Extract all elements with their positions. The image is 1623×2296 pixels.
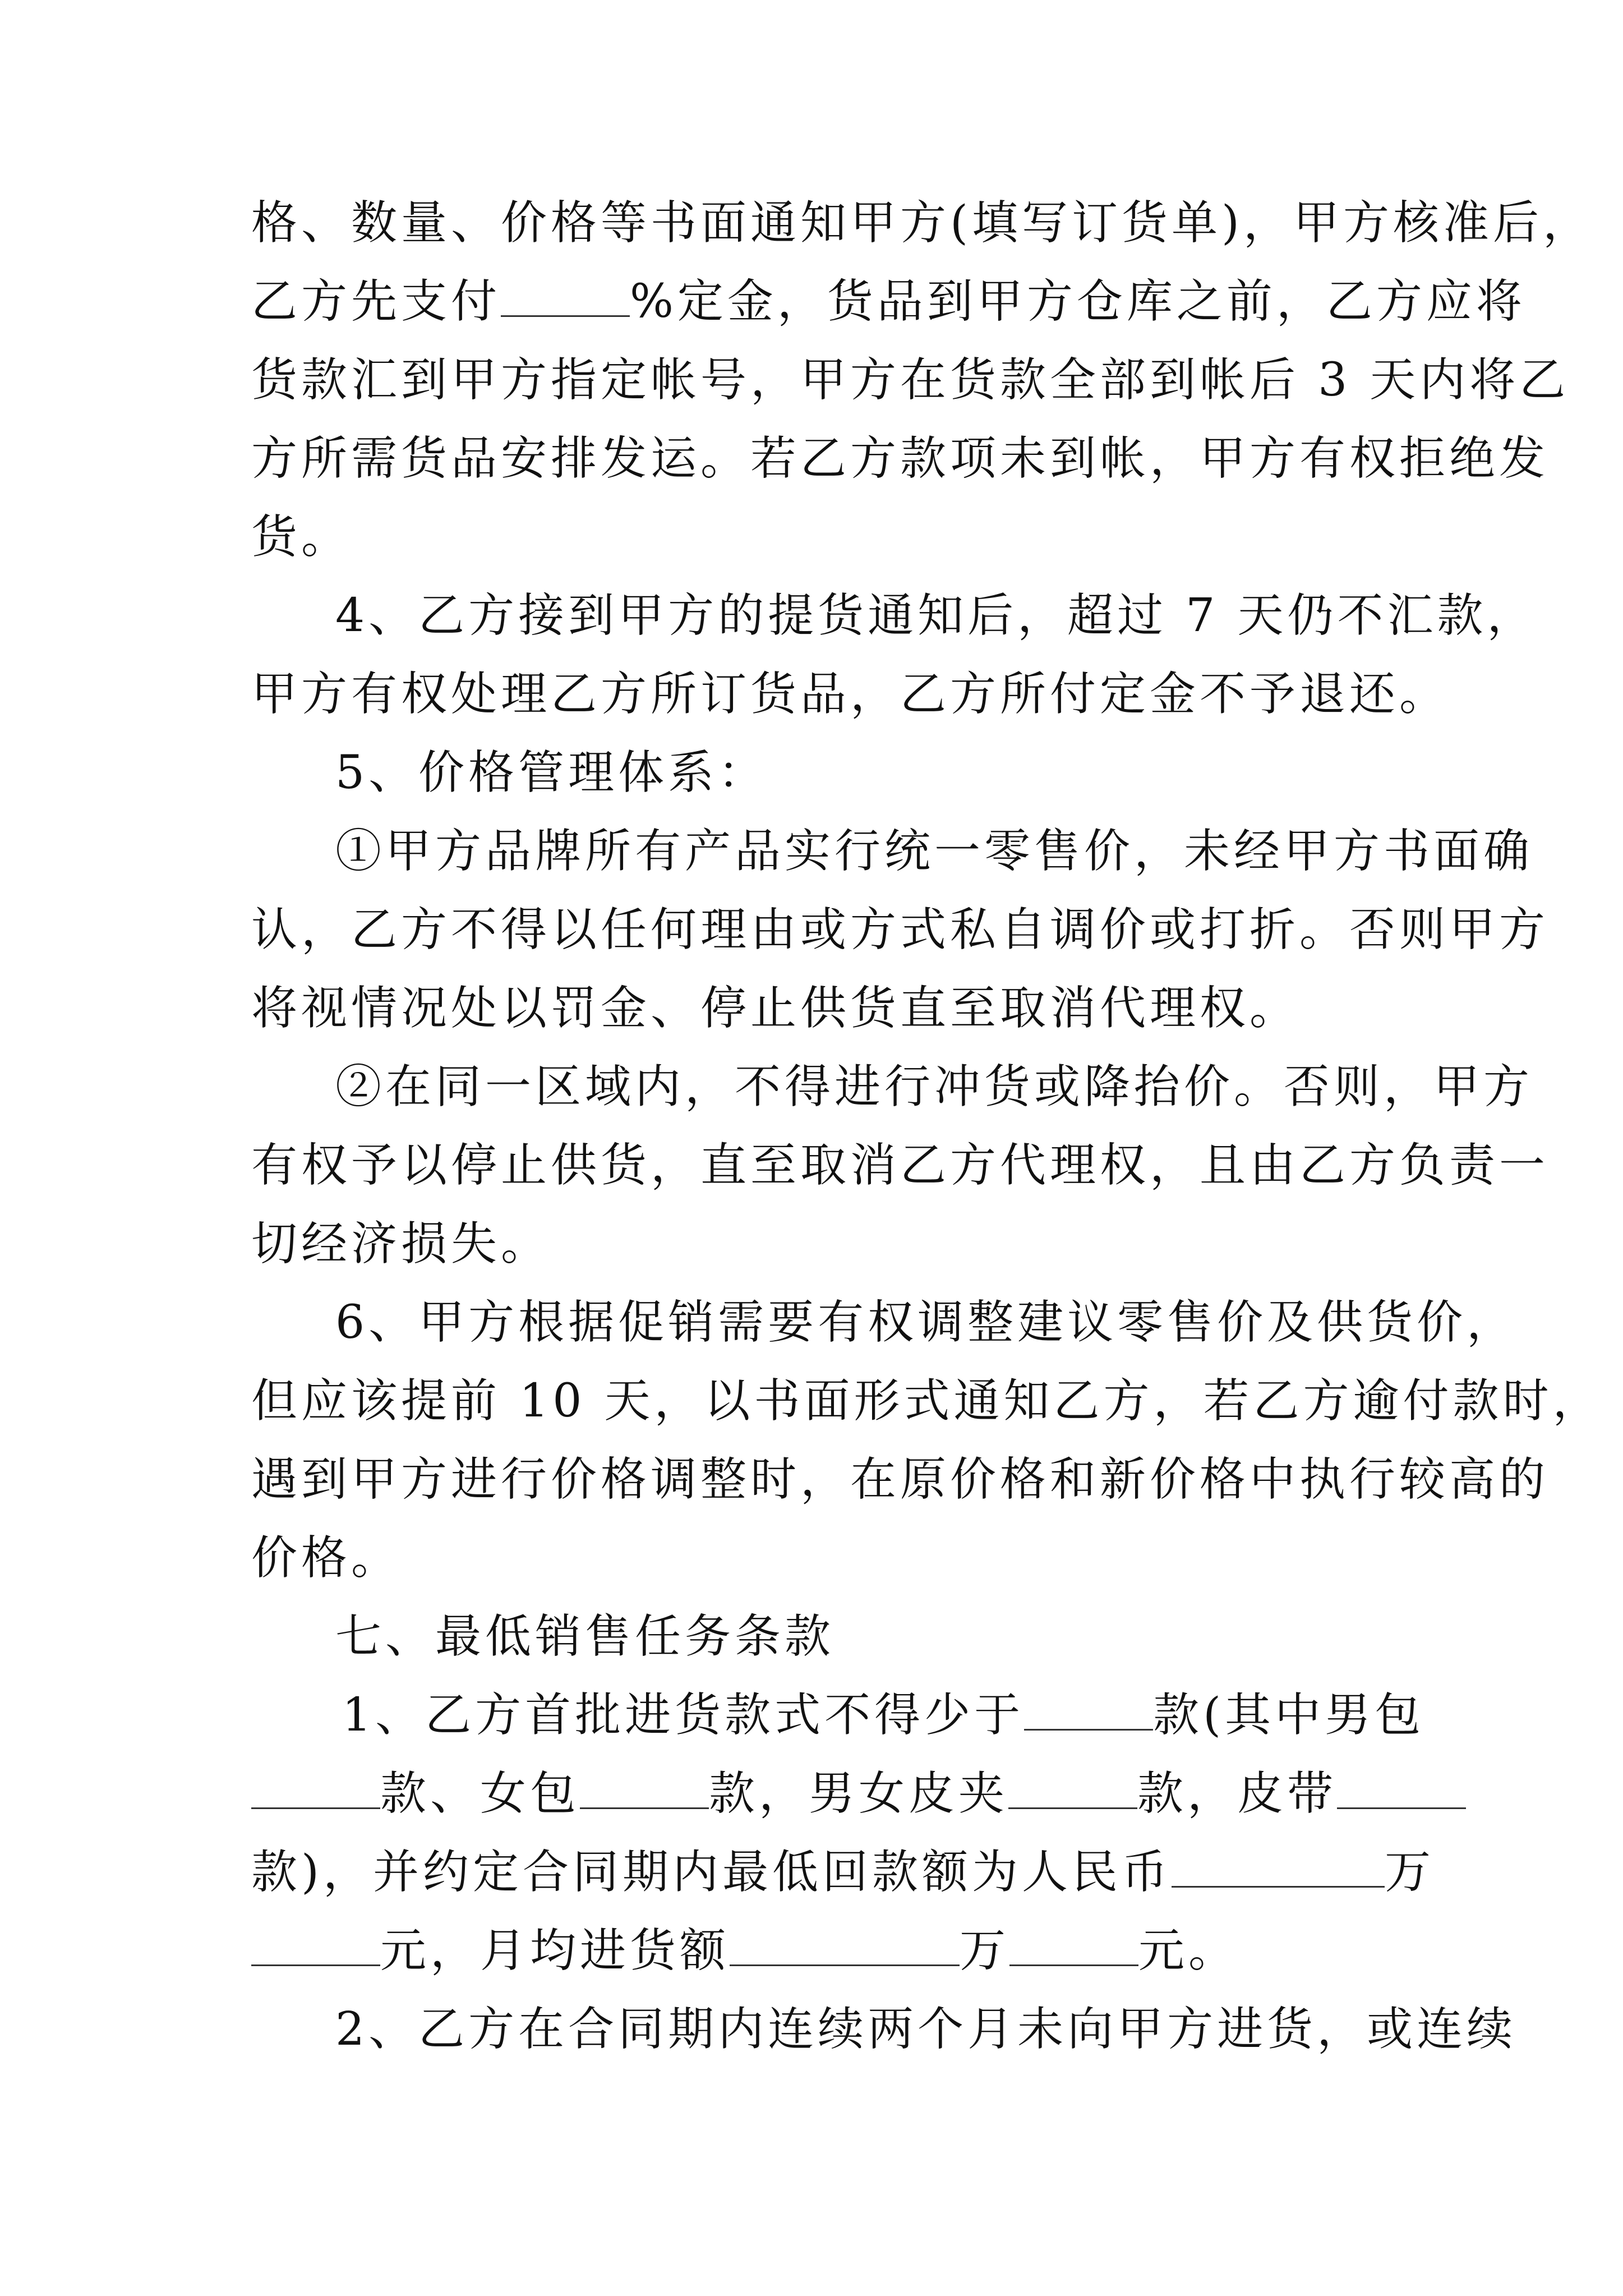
text-segment: 切经济损失。 bbox=[251, 1217, 551, 1271]
text-segment: 格、数量、价格等书面通知甲方(填写订货单)，甲方核准后， bbox=[251, 196, 1593, 250]
text-segment: 元，月均进货额 bbox=[380, 1924, 730, 1977]
text-segment: 4、乙方接到甲方的提货通知后，超过 7 天仍不汇款， bbox=[335, 589, 1537, 642]
text-line bbox=[251, 274, 1526, 330]
fill-blank[interactable] bbox=[501, 276, 630, 317]
fill-blank[interactable] bbox=[1008, 1768, 1137, 1809]
text-line bbox=[251, 1138, 1549, 1194]
text-segment: 遇到甲方进行价格调整时，在原价格和新价格中执行较高的 bbox=[251, 1453, 1550, 1506]
fill-blank[interactable] bbox=[1172, 1847, 1385, 1888]
text-segment: ②在同一区域内，不得进行冲货或降抬价。否则，甲方 bbox=[335, 1060, 1534, 1114]
text-line bbox=[251, 1844, 1435, 1901]
text-segment: 但应该提前 10 天，以书面形式通知乙方，若乙方逾付款时， bbox=[251, 1374, 1603, 1428]
text-segment: ①甲方品牌所有产品实行统一零售价，未经甲方书面确 bbox=[335, 825, 1534, 878]
fill-blank[interactable] bbox=[251, 1768, 380, 1809]
text-line bbox=[251, 981, 1299, 1037]
text-line bbox=[251, 902, 1549, 958]
text-line bbox=[342, 1687, 1424, 1743]
text-segment: 元。 bbox=[1138, 1924, 1239, 1977]
text-line bbox=[251, 1923, 1238, 1979]
text-segment: %定金，货品到甲方仓库之前，乙方应将 bbox=[630, 275, 1526, 328]
text-line bbox=[251, 509, 351, 565]
text-line bbox=[251, 666, 1449, 723]
fill-blank[interactable] bbox=[730, 1925, 960, 1966]
text-segment: 5、价格管理体系： bbox=[335, 746, 768, 799]
text-segment: 方所需货品安排发运。若乙方款项未到帐，甲方有权拒绝发 bbox=[251, 432, 1550, 485]
text-segment: 七、最低销售任务条款 bbox=[335, 1610, 835, 1663]
text-line bbox=[251, 352, 1569, 408]
text-line bbox=[335, 1059, 1533, 1115]
fill-blank[interactable] bbox=[1337, 1768, 1466, 1809]
text-line bbox=[335, 745, 768, 801]
text-line bbox=[251, 1216, 551, 1272]
text-segment: 款、女包 bbox=[380, 1767, 580, 1820]
text-segment: 款，皮带 bbox=[1137, 1767, 1338, 1820]
text-segment: 款)，并约定合同期内最低回款额为人民币 bbox=[251, 1846, 1172, 1899]
text-segment: 认，乙方不得以任何理由或方式私自调价或打折。否则甲方 bbox=[251, 903, 1550, 956]
fill-blank[interactable] bbox=[1024, 1690, 1153, 1731]
text-line bbox=[251, 1530, 401, 1586]
text-segment: 2、乙方在合同期内连续两个月未向甲方进货，或连续 bbox=[335, 2003, 1517, 2056]
section-heading bbox=[335, 1609, 834, 1665]
text-line bbox=[335, 1295, 1516, 1351]
text-segment: 将视情况处以罚金、停止供货直至取消代理权。 bbox=[251, 982, 1300, 1035]
text-line bbox=[251, 1373, 1602, 1429]
text-line bbox=[251, 431, 1549, 487]
text-segment: 有权予以停止供货，直至取消乙方代理权，且由乙方负责一 bbox=[251, 1139, 1550, 1192]
text-line bbox=[251, 1452, 1549, 1508]
text-segment: 1、乙方首批进货款式不得少于 bbox=[342, 1688, 1025, 1742]
text-segment: 价格。 bbox=[251, 1531, 402, 1585]
text-line bbox=[251, 195, 1593, 251]
text-line bbox=[335, 823, 1533, 880]
text-segment: 款(其中男包 bbox=[1153, 1688, 1425, 1742]
text-segment: 万 bbox=[960, 1924, 1010, 1977]
text-line bbox=[251, 1766, 1466, 1822]
text-segment: 6、甲方根据促销需要有权调整建议零售价及供货价， bbox=[335, 1296, 1517, 1349]
fill-blank[interactable] bbox=[251, 1925, 380, 1966]
text-segment: 款，男女皮夹 bbox=[709, 1767, 1009, 1820]
text-segment: 货。 bbox=[251, 510, 352, 564]
fill-blank[interactable] bbox=[580, 1768, 709, 1809]
text-segment: 乙方先支付 bbox=[251, 275, 501, 328]
text-line bbox=[335, 2001, 1516, 2058]
text-line bbox=[335, 588, 1537, 644]
text-segment: 万 bbox=[1385, 1846, 1435, 1899]
text-segment: 货款汇到甲方指定帐号，甲方在货款全部到帐后 3 天内将乙 bbox=[251, 353, 1570, 407]
fill-blank[interactable] bbox=[1009, 1925, 1138, 1966]
text-segment: 甲方有权处理乙方所订货品，乙方所付定金不予退还。 bbox=[251, 668, 1450, 721]
